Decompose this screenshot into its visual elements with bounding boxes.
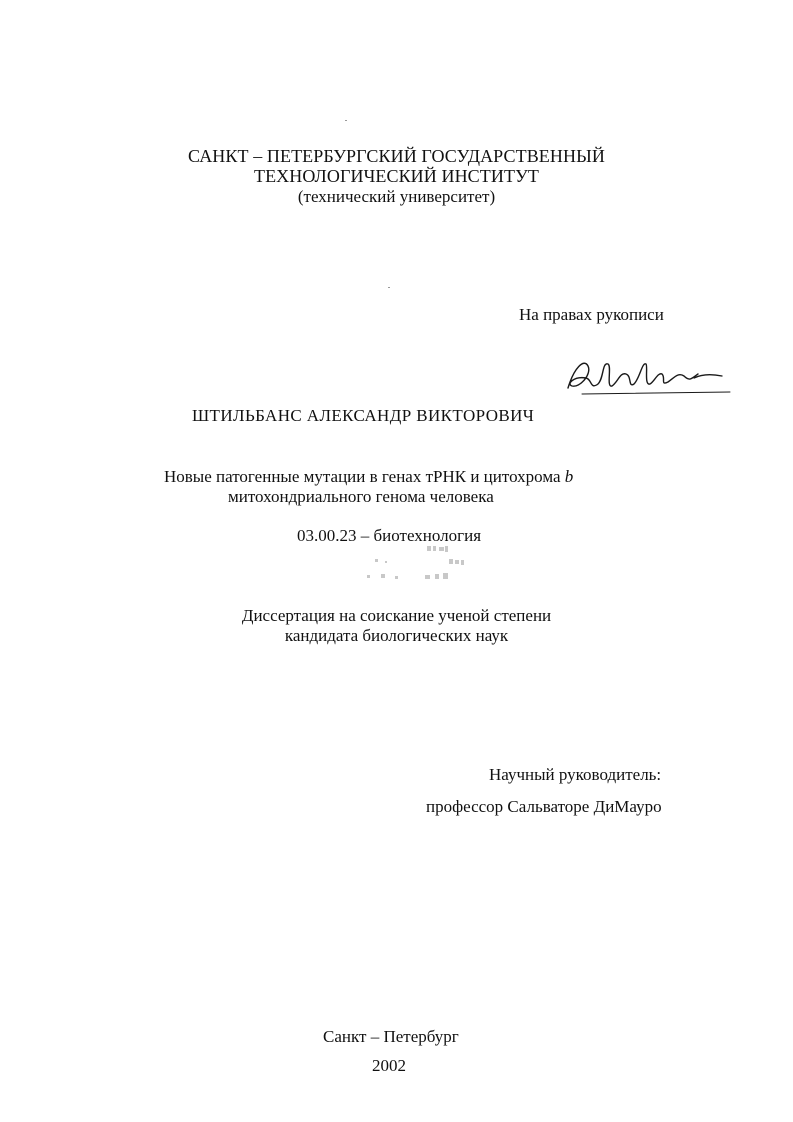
institution-line-3: (технический университет) <box>297 187 496 206</box>
institution-line-2: ТЕХНОЛОГИЧЕСКИЙ ИНСТИТУТ <box>253 166 540 186</box>
title-text: Новые патогенные мутации в генах тРНК и цитохрома <box>164 467 565 486</box>
scan-speck <box>345 120 347 121</box>
dissertation-title-line-2: митохондриального генома человека <box>228 487 494 506</box>
degree-line-1: Диссертация на соискание ученой степени <box>241 606 552 625</box>
dissertation-title-line-1 <box>164 467 573 487</box>
city: Санкт – Петербург <box>323 1027 459 1046</box>
institution-line-1: САНКТ – ПЕТЕРБУРГСКИЙ ГОСУДАРСТВЕННЫЙ <box>187 146 605 166</box>
author-name: ШТИЛЬБАНС АЛЕКСАНДР ВИКТОРОВИЧ <box>192 406 535 425</box>
degree-line-2: кандидата биологических наук <box>284 626 509 645</box>
year: 2002 <box>372 1056 406 1075</box>
title-italic-symbol: b <box>564 467 574 486</box>
faded-stamp <box>355 543 485 587</box>
scan-speck <box>388 287 390 288</box>
advisor-label: Научный руководитель: <box>489 765 662 784</box>
manuscript-rights-note: На правах рукописи <box>519 305 664 324</box>
specialty-code: 03.00.23 – биотехнология <box>297 526 482 545</box>
author-signature <box>562 348 732 400</box>
advisor-name: профессор Сальваторе ДиМауро <box>426 797 662 816</box>
